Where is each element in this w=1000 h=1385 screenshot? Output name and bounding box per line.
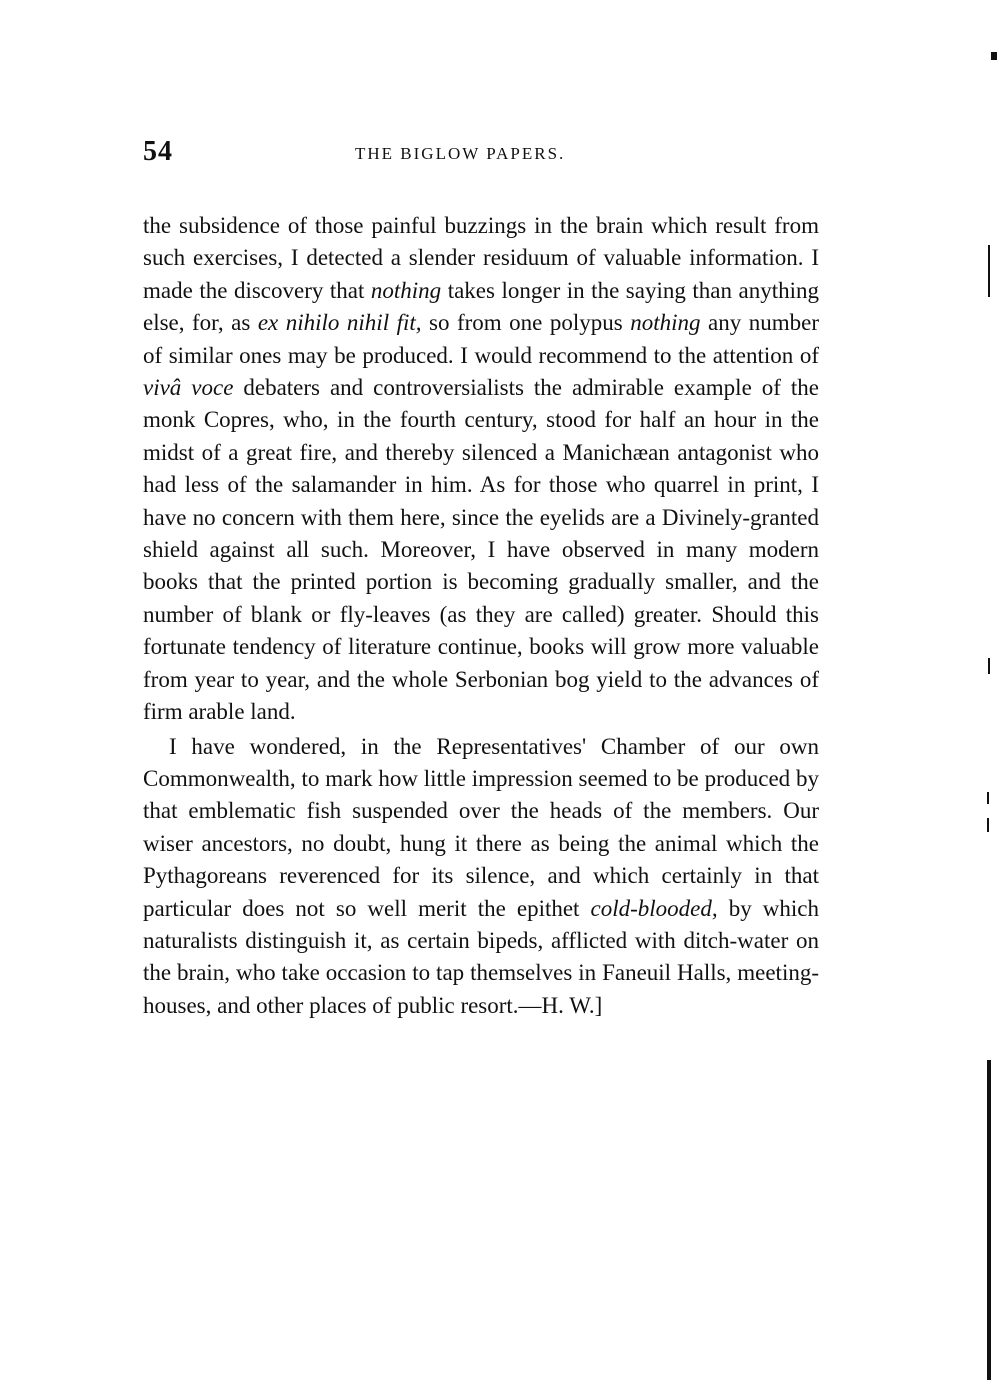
italic-phrase-cold-blooded: cold-blooded, <box>590 895 718 921</box>
italic-phrase-ex-nihilo: ex nihilo nihil fit, <box>257 310 422 336</box>
paragraph-1-text-2: takes longer in the saying than anything else, for, as <box>143 277 819 336</box>
paragraph-2-text-2: by which naturalists distinguish it, as certain bipeds, afflicted with ditch-water on the brain, who take occasion to tap themselves in Faneuil Halls, meeting-houses, and other places of public resort.—H. W.] <box>143 895 819 1018</box>
paragraph-2-text-1: I have wondered, in the Representatives' Chamber of our own Commonwealth, to mark how little impression seemed to be produced by that emblematic fish suspended over the heads of the members. Our wiser ancestors, no doubt, hung it there as being the animal which the Pythagoreans reverenced for its silence, and which certainly in that particular does not so well merit the epithet <box>143 733 819 921</box>
scan-mark-lower-1 <box>987 792 989 804</box>
running-title: THE BIGLOW PAPERS. <box>355 144 566 163</box>
scan-mark-top <box>991 52 997 60</box>
body-text <box>143 210 819 1022</box>
page-header <box>143 136 823 172</box>
page-number: 54 <box>143 136 173 167</box>
paragraph-2 <box>143 731 819 1023</box>
italic-phrase-nothing-2: nothing <box>630 310 701 336</box>
italic-phrase-nothing-1: nothing <box>370 277 442 303</box>
paragraph-1 <box>143 210 819 729</box>
paragraph-1-text-5: debaters and controversialists the admirable example of the monk Copres, who, in the fourth century, stood for half an hour in the midst of a great fire, and thereby silenced a Manichæan antagonist who had less of the salamander in him. As for those who quarrel in print, I have no concern with them here, since the eyelids are a Divinely-granted shield against all such. Moreover, I have observed in many modern books that the printed portion is becoming gradually smaller, and the number of blank or fly-leaves (as they are called) greater. Should this fortunate tendency of literature continue, books will grow more valuable from year to year, and the whole Serbonian bog yield to the advances of firm arable land. <box>143 375 819 725</box>
scan-mark-upper <box>988 245 990 297</box>
italic-phrase-viva-voce: vivâ voce <box>143 375 234 401</box>
paragraph-1-text-3: so from one polypus <box>421 310 631 336</box>
paragraph-1-text-4: any number of similar ones may be produced. I would recommend to the attention of <box>143 310 819 368</box>
scan-mark-lower-2 <box>987 818 989 832</box>
scan-mark-middle <box>988 658 990 674</box>
scan-mark-bottom-bar <box>987 1060 991 1380</box>
paragraph-1-text-1: the subsidence of those painful buzzings in the brain which result from such exercises, I detected a slender residuum of valuable information. I made the discovery that <box>143 213 819 303</box>
